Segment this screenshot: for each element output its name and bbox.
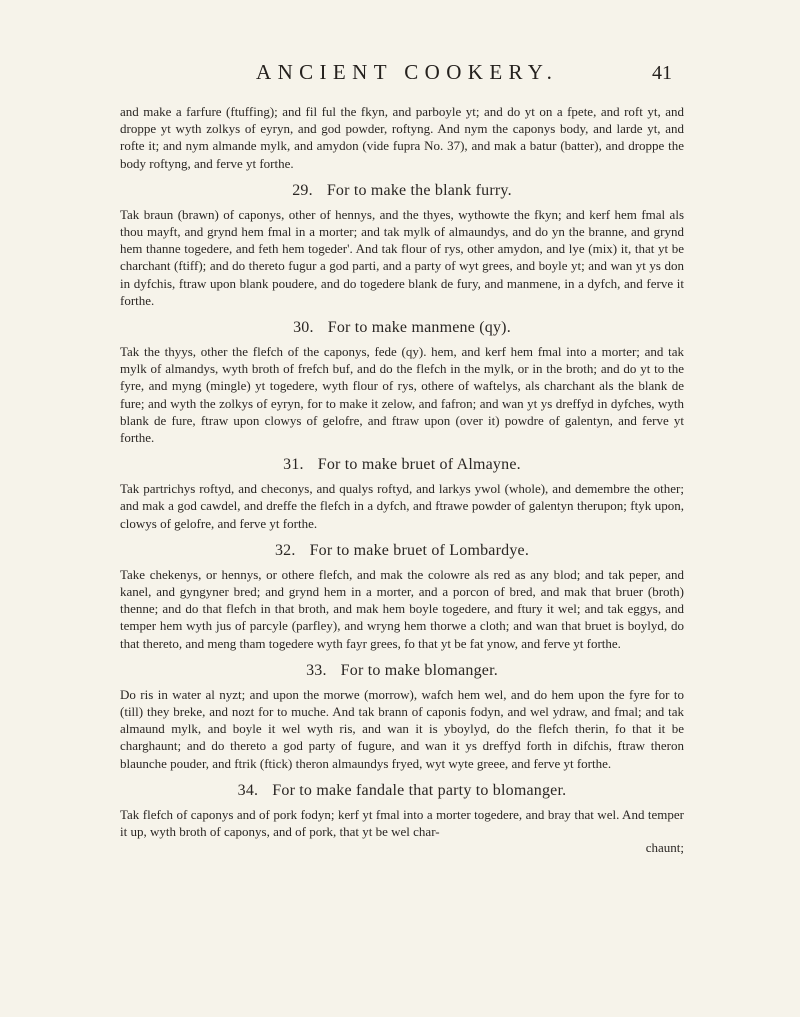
- recipe-number: 30.: [293, 319, 314, 337]
- recipe-33: [120, 661, 684, 772]
- recipe-32: [120, 541, 684, 652]
- recipe-title: For to make bruet of Lombardye.: [309, 541, 530, 559]
- recipe-title: For to make the blank furry.: [326, 181, 512, 199]
- recipe-text: Tak the thyys, other the flefch of the caponys, fede (qy). hem, and kerf hem fmal into a morter; and tak mylk of almandys, wyth broth of frefch buf, and do the flefch in the mylk, or in the broth; and do yt to the fyre, and myng (mingle) yt togedere, wyth flour of rys, othere of waftelys, als charchant als the blank de fure; and wyth the zolkys of eyryn, for to make it zelow, and fafron; and wan yt ys dreffyd in dyfches, wyth blank de fure, ftraw upon clowys of gelofre, and ftraw upon (over it) powdre of galentyn, and ferve yt forthe.: [120, 344, 684, 446]
- recipe-heading: [120, 661, 684, 681]
- catchword: chaunt;: [645, 840, 684, 856]
- recipe-heading: [120, 318, 684, 338]
- recipe-heading: [120, 541, 684, 561]
- running-head: [0, 60, 800, 90]
- recipe-number: 34.: [237, 781, 259, 799]
- recipe-number: 32.: [274, 541, 296, 559]
- recipe-34: [120, 781, 684, 857]
- recipe-title: For to make manmene (qy).: [327, 319, 511, 337]
- recipe-title: For to make fandale that party to blomanger.: [272, 781, 567, 799]
- recipe-text: Tak partrichys roftyd, and checonys, and qualys roftyd, and larkys ywol (whole), and demembre the other; and mak a god cawdel, and dreffe the flefch in a dyfch, and ftrawe powder of galentyn therupon; ftyk upon, clowys of gelofre, and ferve yt forthe.: [120, 481, 684, 531]
- page-number: 41: [652, 62, 672, 84]
- recipe-text: Do ris in water al nyzt; and upon the morwe (morrow), wafch hem wel, and do hem upon the fyre for to (till) they breke, and nozt for to muche. And tak brann of caponis fodyn, and wel ydraw, and fmal; and tak almaund mylk, and boyle it wel wyth ris, and wan it is yboylyd, do the flefch therin, fo that it be charghaunt; and do thereto a god party of fugure, and wan it ys dreffyd forth in difchis, ftraw theron blaunche pouder, and ftrik (ftick) theron almaundys fryed, wyt wyte greee, and ferve yt forthe.: [120, 686, 684, 771]
- intro-paragraph: and make a farfure (ftuffing); and fil ful the fkyn, and parboyle yt; and do yt on a fpete, and roft yt, and droppe yt wyth zolkys of eyryn, and god powder, roftyng. And nym the caponys body, and larde yt, and rofte it; and nym almande mylk, and amydon (vide fupra No. 37), and mak a batur (batter), and droppe the body roftyng, and ferve yt forthe.: [120, 104, 684, 171]
- recipe-title: For to make bruet of Almayne.: [317, 456, 521, 474]
- recipe-29: [120, 181, 684, 309]
- recipe-text: Take chekenys, or hennys, or othere flefch, and mak the colowre als red as any blod; and tak peper, and kanel, and gyngyner bred; and grynd hem in a morter, and a porcon of bred, and mak that bruer (broth) thenne; and do that flefch in that broth, and mak hem boyle togedere, and ftury it wel; and tak eggys, and temper hem wyth jus of parcyle (parfley), and wryng hem thorwe a cloth; and wan that bruet is boylyd, do that thereto, and meng tham togedere wyth fayr grees, fo that yt be fat ynow, and ferve yt forthe.: [120, 566, 684, 651]
- recipe-31: [120, 455, 684, 532]
- recipe-heading: [120, 181, 684, 201]
- recipe-heading: [120, 781, 684, 801]
- recipe-number: 33.: [306, 661, 327, 679]
- recipe-text: Tak braun (brawn) of caponys, other of hennys, and the thyes, wythowte the fkyn; and kerf hem fmal als thou mayft, and grynd hem fmal in a morter; and tak mylk of almaundys, and do yn the branne, and grynd hem thanne togedere, and feth hem togeder'. And tak flour of rys, other amydon, and lye (mix) it, that yt be charchant (ftiff); and do thereto fugur a god parti, and a party of wyt grees, and boyle yt; and wan yt ys don in dyfchis, ftraw upon blank poudere, and do togedere blank de fury, and manmene, in a dyfch, and ferve it forthe.: [120, 206, 684, 308]
- recipe-30: [120, 318, 684, 446]
- recipe-title: For to make blomanger.: [340, 661, 498, 679]
- running-title: ANCIENT COOKERY.: [256, 60, 559, 84]
- recipe-number: 29.: [292, 181, 313, 199]
- recipe-heading: [120, 455, 684, 475]
- recipe-text: Tak flefch of caponys and of pork fodyn; kerf yt fmal into a morter togedere, and bray that wel. And temper it up, wyth broth of caponys, and of pork, that yt be wel char-: [120, 806, 684, 840]
- recipe-number: 31.: [283, 456, 304, 474]
- body-text: [120, 103, 684, 857]
